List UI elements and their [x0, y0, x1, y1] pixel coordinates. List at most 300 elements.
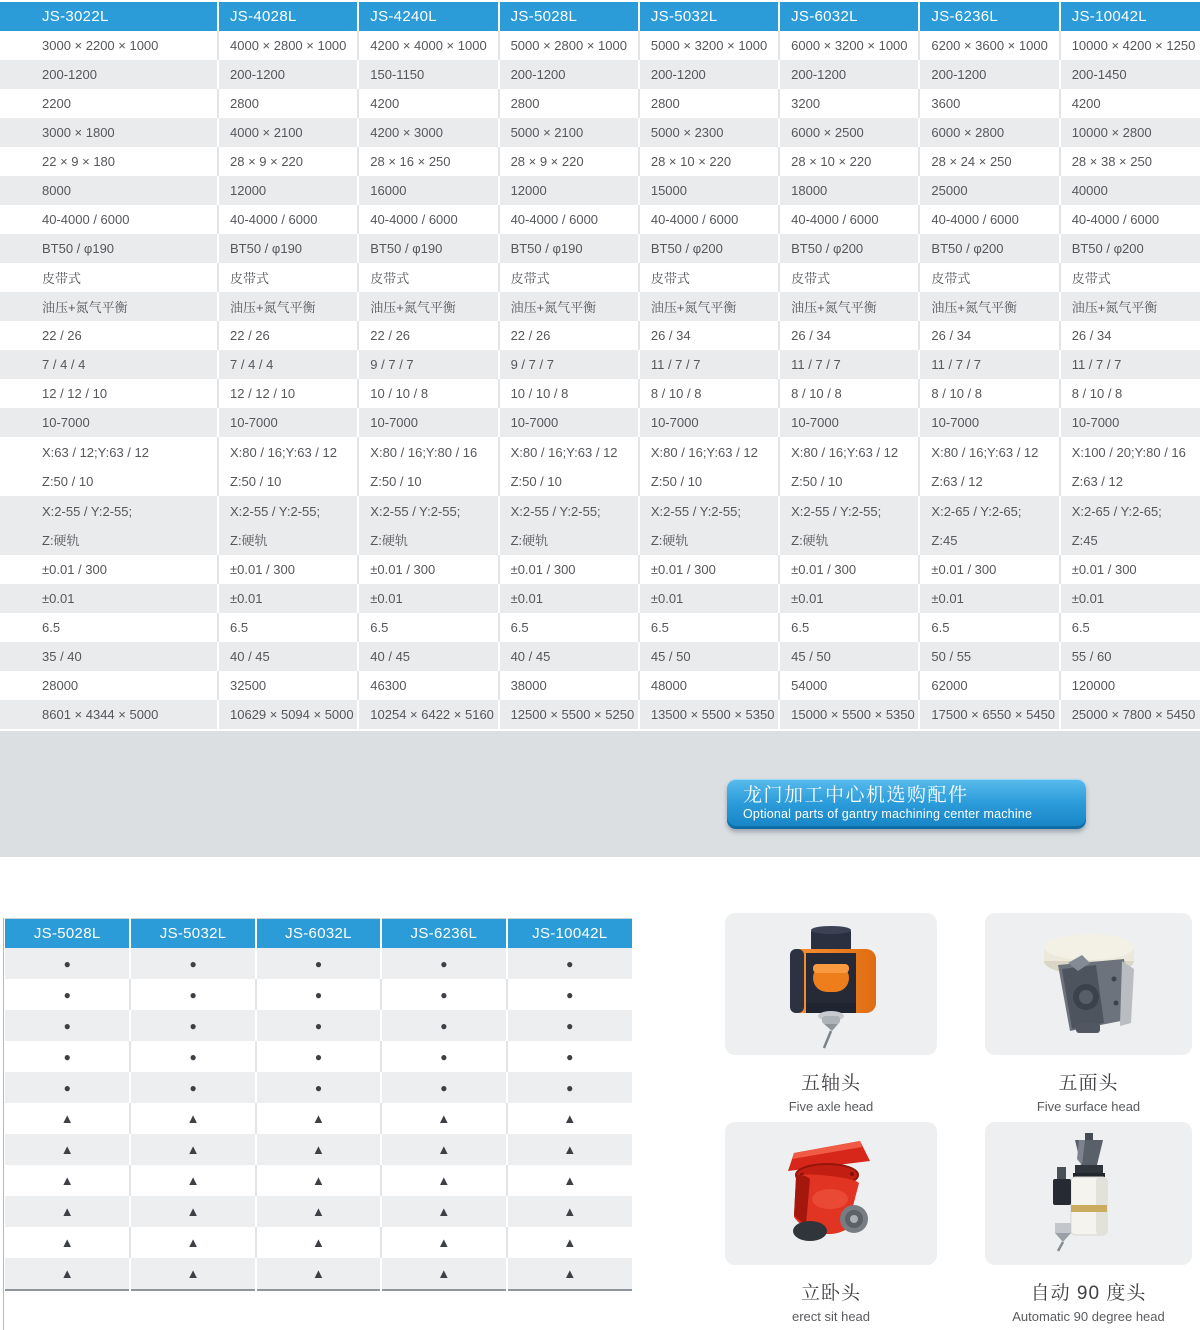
- dot-mark: ●: [189, 1049, 197, 1064]
- erect-sit-head-image: [766, 1129, 896, 1259]
- options-cell: [507, 1103, 632, 1134]
- spec-cell: 28 × 24 × 250: [919, 147, 1059, 176]
- spec-model-header: JS-6032L: [779, 2, 919, 31]
- triangle-mark: ▲: [312, 1203, 325, 1219]
- spec-row: [0, 60, 1200, 89]
- options-cell: [256, 1196, 381, 1227]
- options-cell: [507, 1134, 632, 1165]
- options-cell: [130, 1103, 255, 1134]
- page-left-rule: [3, 918, 4, 1330]
- spec-cell: 皮带式: [639, 263, 779, 292]
- options-table: [5, 918, 632, 1291]
- spec-cell: 40-4000 / 6000: [0, 205, 218, 234]
- options-cell: [256, 948, 381, 979]
- dot-mark: ●: [440, 1018, 448, 1033]
- triangle-mark: ▲: [186, 1234, 200, 1250]
- options-cell: [381, 1041, 506, 1072]
- spec-cell: 48000: [639, 671, 779, 700]
- spec-cell: 10-7000: [639, 408, 779, 437]
- triangle-mark: ▲: [437, 1203, 451, 1219]
- spec-cell: 油压+氮气平衡: [358, 292, 498, 321]
- spec-cell: BT50 / φ200: [919, 234, 1059, 263]
- spec-cell: 8 / 10 / 8: [1060, 379, 1200, 408]
- spec-cell: 8000: [0, 176, 218, 205]
- options-cell: [5, 1103, 130, 1134]
- accessory-name-en: erect sit head: [791, 1309, 871, 1324]
- options-cell: [130, 979, 255, 1010]
- triangle-mark: ▲: [312, 1110, 325, 1126]
- spec-cell: 油压+氮气平衡: [1060, 292, 1200, 321]
- options-row: [5, 1258, 632, 1290]
- spec-cell: ±0.01 / 300: [218, 555, 358, 584]
- options-cell: [256, 1227, 381, 1258]
- spec-cell: 3600: [919, 89, 1059, 118]
- accessory-name-zh: 自动 90 度头: [1030, 1283, 1147, 1304]
- spec-cell: 5000 × 3200 × 1000: [639, 31, 779, 60]
- options-row: [5, 948, 632, 979]
- spec-row: [0, 234, 1200, 263]
- spec-cell: 10254 × 6422 × 5160: [358, 700, 498, 729]
- spec-model-header: JS-4240L: [358, 2, 498, 31]
- spec-cell: 40-4000 / 6000: [1060, 205, 1200, 234]
- spec-cell: ±0.01 / 300: [0, 555, 218, 584]
- spec-row: [0, 321, 1200, 350]
- spec-cell: 200-1200: [919, 60, 1059, 89]
- spec-row: [0, 700, 1200, 729]
- spec-cell: X:80 / 16;Y:63 / 12 Z:50 / 10: [639, 437, 779, 496]
- dot-mark: ●: [63, 987, 71, 1002]
- spec-cell: 2800: [218, 89, 358, 118]
- triangle-mark: ▲: [563, 1234, 577, 1250]
- spec-cell: 10-7000: [358, 408, 498, 437]
- spec-cell: 26 / 34: [779, 321, 919, 350]
- dot-mark: ●: [566, 987, 574, 1002]
- spec-cell: 油压+氮气平衡: [499, 292, 639, 321]
- spec-cell: 22 / 26: [0, 321, 218, 350]
- photo-card: [985, 913, 1192, 1055]
- dot-mark: ●: [189, 1080, 197, 1095]
- banner-title-zh: 龙门加工中心机选购配件: [743, 785, 969, 806]
- spec-cell: BT50 / φ190: [499, 234, 639, 263]
- spec-row: [0, 205, 1200, 234]
- spec-cell: 22 × 9 × 180: [0, 147, 218, 176]
- accessory-name-zh: 五轴头: [800, 1073, 861, 1094]
- spec-cell: 油压+氮气平衡: [0, 292, 218, 321]
- spec-cell: X:2-65 / Y:2-65; Z:45: [919, 496, 1059, 555]
- options-cell: [130, 1227, 255, 1258]
- accessory-automatic-90-degree-head: [985, 1122, 1192, 1324]
- dot-mark: ●: [314, 1049, 323, 1064]
- spec-cell: 10-7000: [218, 408, 358, 437]
- options-cell: [381, 1010, 506, 1041]
- spec-row: [0, 147, 1200, 176]
- spec-cell: 32500: [218, 671, 358, 700]
- spec-cell: 200-1200: [639, 60, 779, 89]
- spec-cell: ±0.01 / 300: [499, 555, 639, 584]
- five-surface-head-image: [1024, 919, 1154, 1049]
- photo-card: [725, 1122, 937, 1265]
- options-row: [5, 1227, 632, 1258]
- spec-row: [0, 292, 1200, 321]
- spec-cell: 54000: [779, 671, 919, 700]
- spec-cell: 22 / 26: [218, 321, 358, 350]
- dot-mark: ●: [189, 987, 197, 1002]
- dot-mark: ●: [566, 956, 574, 971]
- photo-card: [725, 913, 937, 1055]
- spec-cell: 皮带式: [779, 263, 919, 292]
- spec-cell: 200-1200: [499, 60, 639, 89]
- spec-cell: 40-4000 / 6000: [779, 205, 919, 234]
- spec-cell: 26 / 34: [919, 321, 1059, 350]
- triangle-mark: ▲: [186, 1265, 200, 1281]
- triangle-mark: ▲: [312, 1141, 325, 1157]
- spec-cell: 12 / 12 / 10: [0, 379, 218, 408]
- options-cell: [507, 1165, 632, 1196]
- spec-cell: 10-7000: [919, 408, 1059, 437]
- spec-cell: 10000 × 2800: [1060, 118, 1200, 147]
- spec-cell: 6.5: [1060, 613, 1200, 642]
- accessory-name-en: Five axle head: [788, 1099, 874, 1114]
- triangle-mark: ▲: [437, 1141, 451, 1157]
- five-axle-head-image: [766, 919, 896, 1049]
- spec-cell: BT50 / φ190: [358, 234, 498, 263]
- spec-cell: 15000: [639, 176, 779, 205]
- dot-mark: ●: [440, 1080, 448, 1095]
- options-cell: [507, 1196, 632, 1227]
- spec-cell: ±0.01: [639, 584, 779, 613]
- spec-cell: BT50 / φ200: [779, 234, 919, 263]
- spec-cell: 油压+氮气平衡: [218, 292, 358, 321]
- options-cell: [5, 1010, 130, 1041]
- options-cell: [130, 1134, 255, 1165]
- spec-cell: 38000: [499, 671, 639, 700]
- options-model-header: JS-5032L: [130, 919, 255, 949]
- triangle-mark: ▲: [563, 1172, 577, 1188]
- triangle-mark: ▲: [563, 1265, 577, 1281]
- triangle-mark: ▲: [60, 1172, 74, 1188]
- options-row: [5, 1165, 632, 1196]
- dot-mark: ●: [440, 987, 448, 1002]
- spec-row: [0, 496, 1200, 555]
- spec-cell: 油压+氮气平衡: [779, 292, 919, 321]
- spec-cell: X:80 / 16;Y:63 / 12 Z:63 / 12: [919, 437, 1059, 496]
- dot-mark: ●: [314, 987, 323, 1002]
- spec-cell: 4000 × 2100: [218, 118, 358, 147]
- spec-cell: 皮带式: [919, 263, 1059, 292]
- options-cell: [5, 1072, 130, 1103]
- spec-cell: 6.5: [218, 613, 358, 642]
- spec-cell: 9 / 7 / 7: [499, 350, 639, 379]
- spec-cell: X:2-55 / Y:2-55; Z:硬轨: [218, 496, 358, 555]
- optional-parts-banner: [727, 779, 1086, 829]
- spec-cell: 7 / 4 / 4: [0, 350, 218, 379]
- spec-cell: ±0.01 / 300: [779, 555, 919, 584]
- automatic-90-degree-head-image: [1024, 1129, 1154, 1259]
- spec-row: [0, 379, 1200, 408]
- triangle-mark: ▲: [186, 1110, 200, 1126]
- options-cell: [381, 1258, 506, 1290]
- spec-cell: 40-4000 / 6000: [919, 205, 1059, 234]
- spec-cell: 40000: [1060, 176, 1200, 205]
- spec-cell: 150-1150: [358, 60, 498, 89]
- spec-cell: X:80 / 16;Y:63 / 12 Z:50 / 10: [779, 437, 919, 496]
- options-cell: [5, 1227, 130, 1258]
- spec-cell: ±0.01: [218, 584, 358, 613]
- triangle-mark: ▲: [60, 1265, 74, 1281]
- triangle-mark: ▲: [186, 1172, 200, 1188]
- options-cell: [5, 1041, 130, 1072]
- dot-mark: ●: [440, 1049, 448, 1064]
- spec-cell: 4200 × 3000: [358, 118, 498, 147]
- photo-card: [985, 1122, 1192, 1265]
- spec-cell: 22 / 26: [499, 321, 639, 350]
- spec-cell: 10-7000: [0, 408, 218, 437]
- spec-cell: BT50 / φ190: [0, 234, 218, 263]
- dot-mark: ●: [63, 1018, 71, 1033]
- triangle-mark: ▲: [563, 1141, 577, 1157]
- spec-cell: 26 / 34: [1060, 321, 1200, 350]
- dot-mark: ●: [63, 956, 71, 971]
- spec-cell: 6000 × 2500: [779, 118, 919, 147]
- accessory-five-surface-head: [985, 913, 1192, 1114]
- dot-mark: ●: [189, 956, 197, 971]
- spec-cell: ±0.01 / 300: [919, 555, 1059, 584]
- spec-cell: 3000 × 1800: [0, 118, 218, 147]
- spec-cell: 200-1200: [218, 60, 358, 89]
- triangle-mark: ▲: [60, 1234, 74, 1250]
- spec-cell: 10 / 10 / 8: [499, 379, 639, 408]
- options-cell: [381, 979, 506, 1010]
- spec-cell: 28000: [0, 671, 218, 700]
- triangle-mark: ▲: [312, 1265, 325, 1281]
- dot-mark: ●: [314, 1018, 323, 1033]
- options-cell: [507, 979, 632, 1010]
- spec-cell: 22 / 26: [358, 321, 498, 350]
- spec-model-header: JS-5028L: [499, 2, 639, 31]
- options-cell: [5, 1258, 130, 1290]
- options-cell: [256, 1010, 381, 1041]
- spec-cell: 油压+氮气平衡: [639, 292, 779, 321]
- options-cell: [256, 979, 381, 1010]
- spec-row: [0, 118, 1200, 147]
- triangle-mark: ▲: [563, 1110, 577, 1126]
- spec-cell: 40 / 45: [499, 642, 639, 671]
- spec-row: [0, 408, 1200, 437]
- spec-cell: 11 / 7 / 7: [779, 350, 919, 379]
- triangle-mark: ▲: [312, 1172, 325, 1188]
- options-cell: [130, 1072, 255, 1103]
- spec-cell: 11 / 7 / 7: [1060, 350, 1200, 379]
- triangle-mark: ▲: [437, 1110, 451, 1126]
- spec-cell: ±0.01: [0, 584, 218, 613]
- spec-cell: 9 / 7 / 7: [358, 350, 498, 379]
- spec-cell: 皮带式: [218, 263, 358, 292]
- options-cell: [507, 1258, 632, 1290]
- spec-cell: 200-1450: [1060, 60, 1200, 89]
- spec-cell: 45 / 50: [639, 642, 779, 671]
- spec-cell: ±0.01: [919, 584, 1059, 613]
- spec-cell: 62000: [919, 671, 1059, 700]
- spec-cell: 2800: [639, 89, 779, 118]
- spec-table: [0, 2, 1200, 729]
- spec-row: [0, 642, 1200, 671]
- options-cell: [381, 1227, 506, 1258]
- spec-cell: X:2-55 / Y:2-55; Z:硬轨: [639, 496, 779, 555]
- spec-cell: 皮带式: [499, 263, 639, 292]
- spec-cell: 4200: [1060, 89, 1200, 118]
- options-cell: [256, 1041, 381, 1072]
- spec-cell: X:2-55 / Y:2-55; Z:硬轨: [499, 496, 639, 555]
- options-cell: [256, 1165, 381, 1196]
- dot-mark: ●: [440, 956, 448, 971]
- spec-cell: X:2-55 / Y:2-55; Z:硬轨: [358, 496, 498, 555]
- dot-mark: ●: [314, 1080, 323, 1095]
- spec-cell: 皮带式: [1060, 263, 1200, 292]
- spec-cell: 40-4000 / 6000: [499, 205, 639, 234]
- accessory-name-zh: 立卧头: [800, 1283, 861, 1304]
- spec-cell: 40 / 45: [218, 642, 358, 671]
- options-cell: [5, 1134, 130, 1165]
- spec-cell: 8 / 10 / 8: [639, 379, 779, 408]
- triangle-mark: ▲: [186, 1141, 200, 1157]
- spec-cell: 6.5: [639, 613, 779, 642]
- options-row: [5, 1041, 632, 1072]
- spec-cell: 12 / 12 / 10: [218, 379, 358, 408]
- spec-cell: 120000: [1060, 671, 1200, 700]
- banner-title-en: Optional parts of gantry machining center machine: [743, 807, 1033, 821]
- spec-cell: 6.5: [0, 613, 218, 642]
- spec-cell: 4200: [358, 89, 498, 118]
- options-cell: [507, 1041, 632, 1072]
- options-cell: [381, 1196, 506, 1227]
- options-cell: [507, 948, 632, 979]
- spec-cell: X:2-55 / Y:2-55; Z:硬轨: [779, 496, 919, 555]
- spec-cell: 40 / 45: [358, 642, 498, 671]
- spec-cell: 11 / 7 / 7: [639, 350, 779, 379]
- spec-cell: 46300: [358, 671, 498, 700]
- triangle-mark: ▲: [60, 1110, 74, 1126]
- options-row: [5, 1072, 632, 1103]
- spec-cell: 2800: [499, 89, 639, 118]
- options-cell: [256, 1134, 381, 1165]
- triangle-mark: ▲: [437, 1172, 451, 1188]
- options-cell: [381, 1103, 506, 1134]
- triangle-mark: ▲: [312, 1234, 325, 1250]
- spec-cell: 200-1200: [779, 60, 919, 89]
- accessory-five-axle-head: [725, 913, 937, 1114]
- options-cell: [130, 948, 255, 979]
- options-cell: [130, 1010, 255, 1041]
- spec-cell: 5000 × 2300: [639, 118, 779, 147]
- dot-mark: ●: [314, 956, 323, 971]
- spec-row: [0, 263, 1200, 292]
- spec-row: [0, 555, 1200, 584]
- dot-mark: ●: [189, 1018, 197, 1033]
- options-model-header: JS-10042L: [507, 919, 632, 949]
- options-cell: [5, 1196, 130, 1227]
- spec-row: [0, 31, 1200, 60]
- options-cell: [130, 1165, 255, 1196]
- spec-cell: 12000: [218, 176, 358, 205]
- spec-cell: 28 × 16 × 250: [358, 147, 498, 176]
- spec-cell: 28 × 10 × 220: [779, 147, 919, 176]
- options-cell: [256, 1072, 381, 1103]
- spec-cell: X:2-65 / Y:2-65; Z:45: [1060, 496, 1200, 555]
- spec-cell: 28 × 10 × 220: [639, 147, 779, 176]
- spec-cell: 35 / 40: [0, 642, 218, 671]
- triangle-mark: ▲: [437, 1265, 451, 1281]
- spec-cell: BT50 / φ200: [639, 234, 779, 263]
- spec-row: [0, 176, 1200, 205]
- options-cell: [130, 1196, 255, 1227]
- options-cell: [381, 1134, 506, 1165]
- spec-cell: X:2-55 / Y:2-55; Z:硬轨: [0, 496, 218, 555]
- spec-cell: 5000 × 2800 × 1000: [499, 31, 639, 60]
- spec-cell: 3000 × 2200 × 1000: [0, 31, 218, 60]
- spec-model-header: JS-6236L: [919, 2, 1059, 31]
- options-model-header: JS-6032L: [256, 919, 381, 949]
- options-cell: [507, 1227, 632, 1258]
- options-model-header: JS-6236L: [381, 919, 506, 949]
- spec-cell: 12000: [499, 176, 639, 205]
- spec-cell: X:80 / 16;Y:80 / 16 Z:50 / 10: [358, 437, 498, 496]
- spec-cell: X:80 / 16;Y:63 / 12 Z:50 / 10: [218, 437, 358, 496]
- spec-cell: 26 / 34: [639, 321, 779, 350]
- options-row: [5, 1134, 632, 1165]
- options-row: [5, 1010, 632, 1041]
- spec-cell: 10629 × 5094 × 5000: [218, 700, 358, 729]
- spec-cell: 10 / 10 / 8: [358, 379, 498, 408]
- spec-cell: ±0.01: [1060, 584, 1200, 613]
- spec-cell: 6.5: [499, 613, 639, 642]
- spec-cell: 6200 × 3600 × 1000: [919, 31, 1059, 60]
- options-cell: [381, 1072, 506, 1103]
- spec-cell: 6000 × 2800: [919, 118, 1059, 147]
- spec-model-header: JS-3022L: [0, 2, 218, 31]
- spec-model-header: JS-5032L: [639, 2, 779, 31]
- options-cell: [507, 1072, 632, 1103]
- spec-cell: ±0.01: [779, 584, 919, 613]
- options-cell: [130, 1041, 255, 1072]
- options-row: [5, 979, 632, 1010]
- spec-cell: 4000 × 2800 × 1000: [218, 31, 358, 60]
- spec-cell: 11 / 7 / 7: [919, 350, 1059, 379]
- options-row: [5, 1196, 632, 1227]
- spec-cell: 13500 × 5500 × 5350: [639, 700, 779, 729]
- spec-cell: 25000 × 7800 × 5450: [1060, 700, 1200, 729]
- options-cell: [507, 1010, 632, 1041]
- triangle-mark: ▲: [563, 1203, 577, 1219]
- options-cell: [256, 1103, 381, 1134]
- spec-cell: 油压+氮气平衡: [919, 292, 1059, 321]
- spec-row: [0, 437, 1200, 496]
- options-cell: [256, 1258, 381, 1290]
- spec-cell: 10-7000: [1060, 408, 1200, 437]
- spec-cell: 10-7000: [499, 408, 639, 437]
- dot-mark: ●: [566, 1018, 574, 1033]
- spec-cell: ±0.01 / 300: [639, 555, 779, 584]
- triangle-mark: ▲: [186, 1203, 200, 1219]
- options-cell: [5, 948, 130, 979]
- dot-mark: ●: [566, 1049, 574, 1064]
- spec-row: [0, 613, 1200, 642]
- accessory-name-en: Five surface head: [1036, 1099, 1141, 1114]
- spec-cell: 10-7000: [779, 408, 919, 437]
- accessory-name-zh: 五面头: [1058, 1073, 1119, 1094]
- spec-cell: 皮带式: [358, 263, 498, 292]
- spec-cell: 28 × 38 × 250: [1060, 147, 1200, 176]
- spec-row: [0, 584, 1200, 613]
